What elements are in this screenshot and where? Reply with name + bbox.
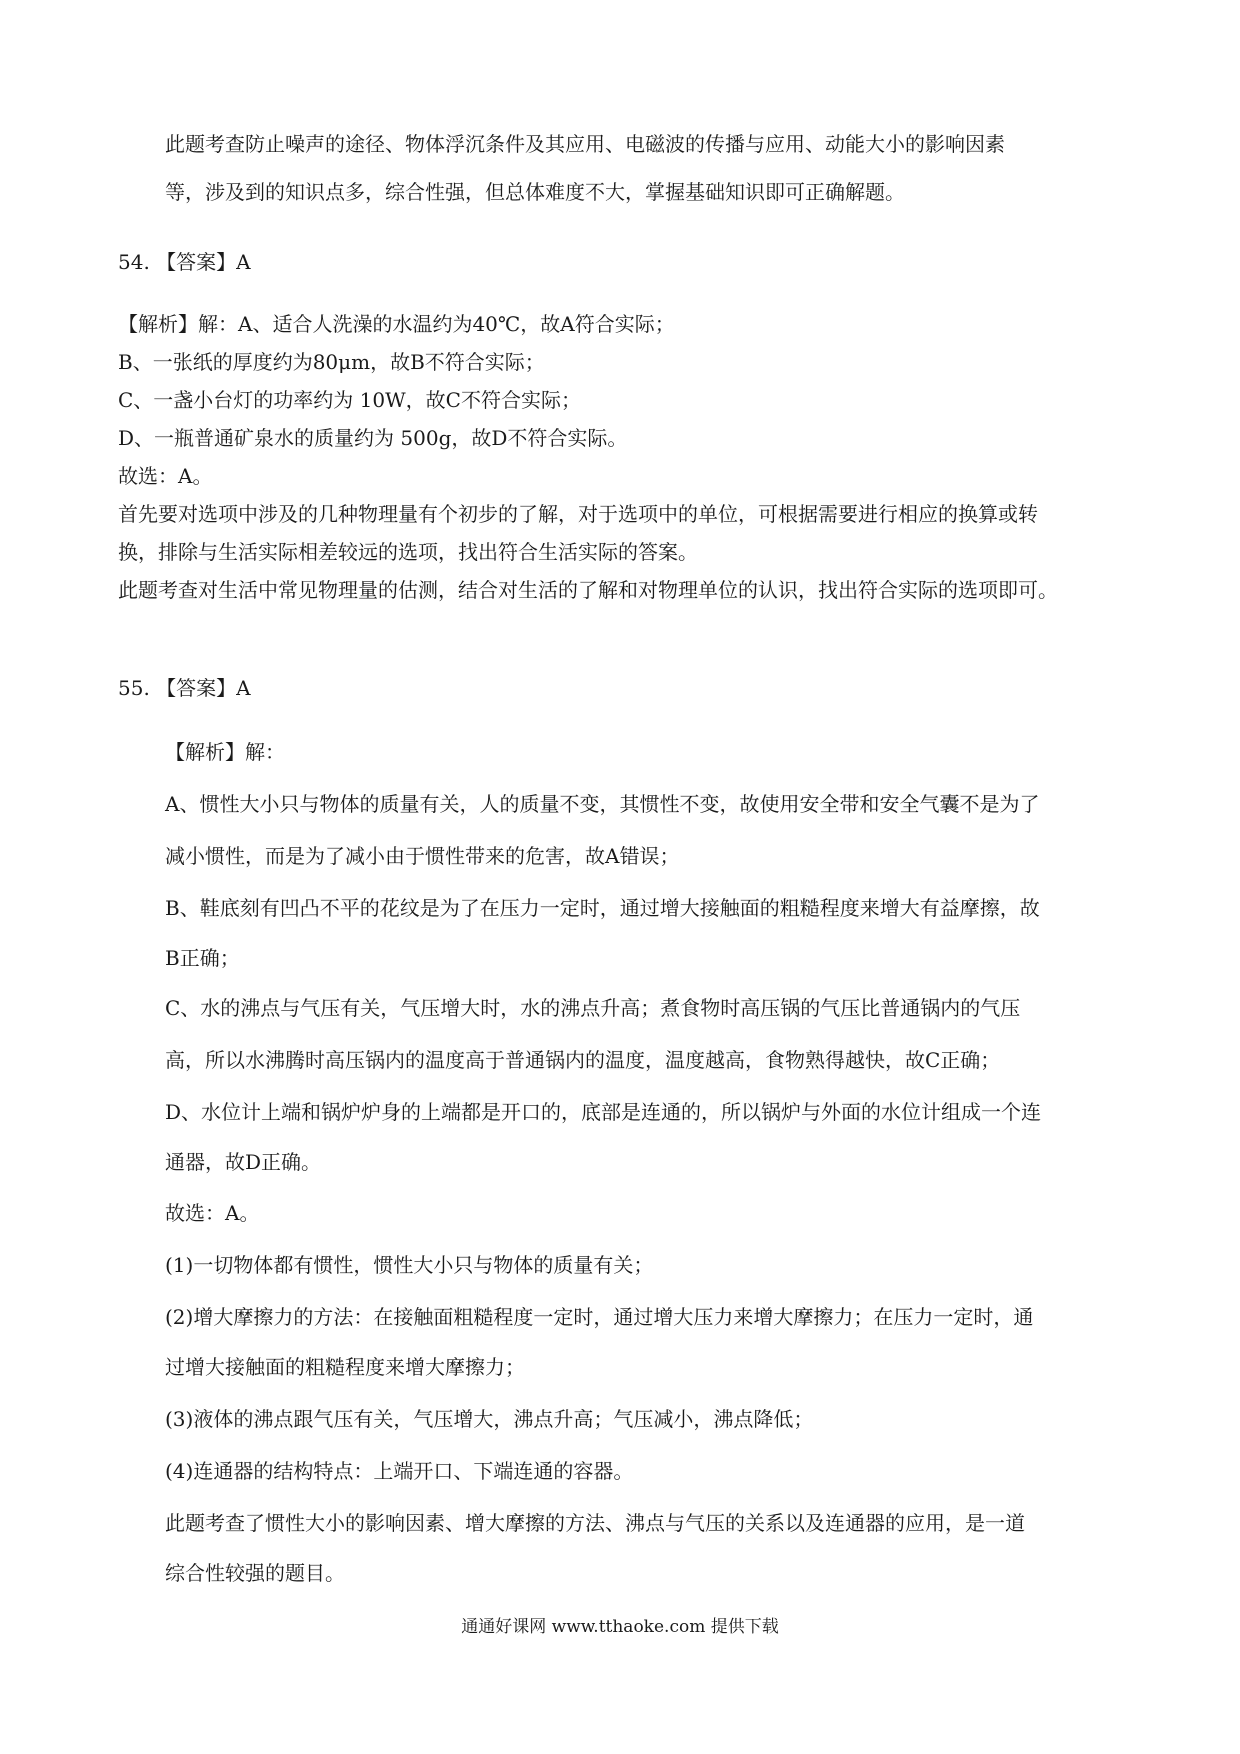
q55-line-15: (4)连通器的结构特点：上端开口、下端连通的容器。 — [165, 1459, 634, 1483]
q55-line-8: D、水位计上端和锅炉炉身的上端都是开口的，底部是连通的，所以锅炉与外面的水位计组成一个连 — [165, 1100, 1042, 1124]
q55-line-7: 高，所以水沸腾时高压锅内的温度高于普通锅内的温度，温度越高，食物熟得越快，故C正确； — [165, 1048, 1001, 1072]
q55-line-10: 故选：A。 — [165, 1201, 260, 1225]
q55-line-14: (3)液体的沸点跟气压有关，气压增大，沸点升高；气压减小，沸点降低； — [165, 1407, 814, 1431]
q54-line-4: D、一瓶普通矿泉水的质量约为 500g，故D不符合实际。 — [118, 426, 628, 450]
intro-line-1: 此题考查防止噪声的途径、物体浮沉条件及其应用、电磁波的传播与应用、动能大小的影响因素 — [165, 132, 1005, 156]
q54-line-1: 【解析】解：A、适合人洗澡的水温约为40℃，故A符合实际； — [118, 312, 675, 336]
q55-line-5: B正确； — [165, 946, 240, 970]
q54-line-3: C、一盏小台灯的功率约为 10W，故C不符合实际； — [118, 388, 581, 412]
q55-line-1: 【解析】解： — [165, 740, 285, 764]
q55-line-4: B、鞋底刻有凹凸不平的花纹是为了在压力一定时，通过增大接触面的粗糙程度来增大有益摩擦，故 — [165, 896, 1040, 920]
q55-line-11: (1)一切物体都有惯性，惯性大小只与物体的质量有关； — [165, 1253, 654, 1277]
intro-line-2: 等，涉及到的知识点多，综合性强，但总体难度不大，掌握基础知识即可正确解题。 — [165, 180, 905, 204]
q54-line-7: 换，排除与生活实际相差较远的选项，找出符合生活实际的答案。 — [118, 540, 698, 564]
q55-line-9: 通器，故D正确。 — [165, 1150, 322, 1174]
q54-line-6: 首先要对选项中涉及的几种物理量有个初步的了解，对于选项中的单位，可根据需要进行相应的换算或转 — [118, 502, 1038, 526]
q54-answer-heading: 54. 【答案】A — [118, 250, 251, 274]
q55-line-6: C、水的沸点与气压有关，气压增大时，水的沸点升高；煮食物时高压锅的气压比普通锅内的气压 — [165, 996, 1021, 1020]
q55-line-13: 过增大接触面的粗糙程度来增大摩擦力； — [165, 1355, 525, 1379]
q55-line-17: 综合性较强的题目。 — [165, 1561, 345, 1585]
q55-line-12: (2)增大摩擦力的方法：在接触面粗糙程度一定时，通过增大压力来增大摩擦力；在压力一定时，通 — [165, 1305, 1034, 1329]
q55-answer-heading: 55. 【答案】A — [118, 676, 251, 700]
q55-line-2: A、惯性大小只与物体的质量有关，人的质量不变，其惯性不变，故使用安全带和安全气囊不是为了 — [165, 792, 1040, 816]
page-footer: 通通好课网 www.tthaoke.com 提供下载 — [461, 1617, 779, 1637]
q55-line-3: 减小惯性，而是为了减小由于惯性带来的危害，故A错误； — [165, 844, 680, 868]
q55-line-16: 此题考查了惯性大小的影响因素、增大摩擦的方法、沸点与气压的关系以及连通器的应用，是一道 — [165, 1511, 1025, 1535]
q54-line-2: B、一张纸的厚度约为80μm，故B不符合实际； — [118, 350, 545, 374]
q54-line-5: 故选：A。 — [118, 464, 213, 488]
q54-line-8: 此题考查对生活中常见物理量的估测，结合对生活的了解和对物理单位的认识，找出符合实际的选项即可。 — [118, 578, 1058, 602]
